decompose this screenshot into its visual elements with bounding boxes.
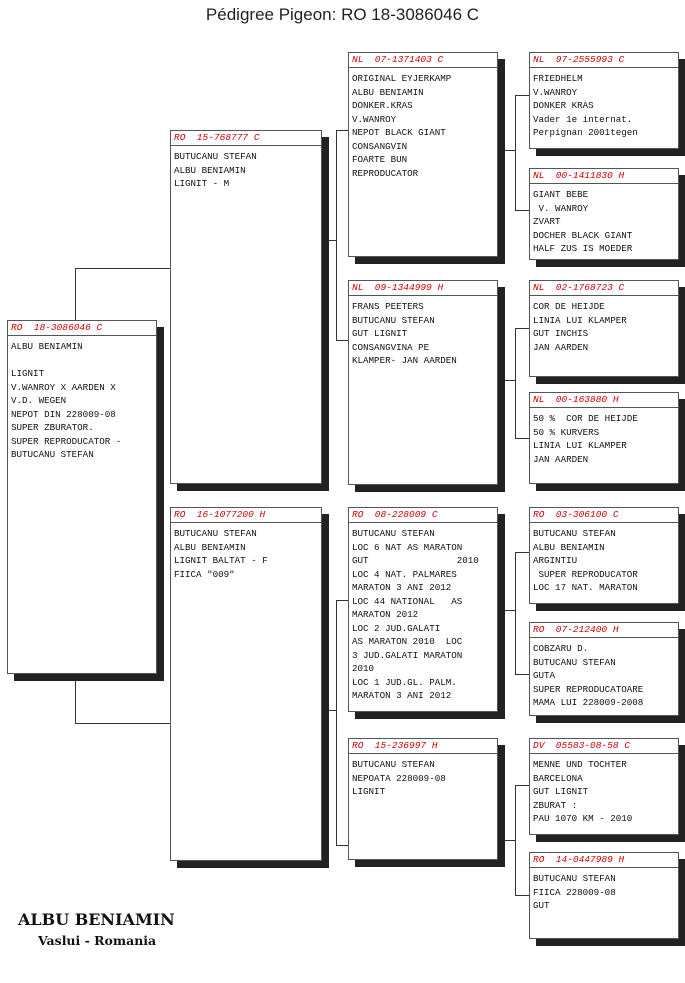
card-notes: [530, 68, 678, 140]
pedigree-note-line: DONKER.KRAS: [352, 100, 413, 111]
pedigree-note-line: LIGNIT: [11, 368, 45, 379]
pedigree-card-dsd[interactable]: [529, 622, 679, 716]
pedigree-note-line: LINIA LUI KLAMPER: [533, 314, 627, 326]
pedigree-card-sss[interactable]: [529, 52, 679, 149]
pedigree-note-line: Perpignan 2001tegen: [533, 127, 638, 138]
ring-number: DV 05583-08-58 C: [530, 739, 678, 754]
pedigree-note-line: BUTUCANU STEFAN: [352, 759, 435, 770]
pedigree-note-line: DOCHER BLACK GIANT: [533, 229, 633, 241]
pedigree-note-line: BUTUCANU STEFAN: [533, 528, 616, 539]
pedigree-note-line: LOC 1 JUD.GL. PALM.: [352, 676, 457, 688]
pedigree-note-line: SUPER REPRODUCATOR: [533, 568, 638, 580]
pedigree-card-ssd[interactable]: [529, 168, 679, 260]
pedigree-note-line: COBZARU D.: [533, 643, 589, 654]
connector: [336, 340, 348, 341]
pedigree-note-line: BUTUCANU STEFAN: [352, 528, 435, 539]
connector: [515, 328, 529, 329]
pedigree-note-line: LIGNIT - M: [174, 178, 230, 189]
connector: [336, 130, 348, 131]
pedigree-card-ddd[interactable]: [529, 852, 679, 939]
pedigree-note-line: GUT LIGNIT: [352, 328, 408, 339]
pedigree-note-line: ZVART: [533, 216, 561, 227]
pedigree-note-line: ALBU BENIAMIN: [174, 541, 246, 553]
pedigree-card-sds[interactable]: [529, 280, 679, 377]
pedigree-note-line: LIGNIT: [352, 786, 386, 797]
pedigree-note-line: BUTUCANU STEFAN: [352, 314, 435, 326]
pedigree-note-line: BUTUCANU STEFAN: [11, 449, 94, 460]
pedigree-note-line: COR DE HEIJDE: [533, 301, 605, 312]
pedigree-note-line: BUTUCANU STEFAN: [174, 528, 257, 539]
pedigree-note-line: NEPOT DIN 228009-08: [11, 408, 116, 420]
connector: [515, 95, 529, 96]
pedigree-note-line: ALBU BENIAMIN: [533, 541, 605, 553]
connector: [515, 210, 529, 211]
pedigree-note-line: MENNE UND TOCHTER: [533, 759, 627, 770]
pedigree-note-line: PAU 1070 KM - 2010: [533, 813, 633, 824]
pedigree-card-dss[interactable]: [529, 507, 679, 604]
pedigree-note-line: GUT 2010: [352, 555, 479, 566]
ring-number: RO 15-768777 C: [171, 131, 321, 146]
pedigree-card-sdd[interactable]: [529, 392, 679, 484]
ring-number: NL 09-1344999 H: [349, 281, 497, 296]
card-notes: [349, 296, 497, 368]
pedigree-note-line: V.WANROY X AARDEN X: [11, 381, 116, 393]
pedigree-card-dam-dam[interactable]: [348, 738, 498, 860]
card-notes: [8, 336, 156, 462]
pedigree-note-line: LIGNIT BALTAT - F: [174, 555, 268, 566]
ring-number: NL 97-2555993 C: [530, 53, 678, 68]
connector: [75, 268, 171, 269]
pedigree-note-line: Vader 1e internat.: [533, 113, 633, 125]
pedigree-note-line: FRIEDHELM: [533, 73, 583, 84]
pedigree-note-line: FOARTE BUN: [352, 154, 408, 165]
pedigree-note-line: JAN AARDEN: [533, 341, 589, 353]
card-notes: [349, 754, 497, 799]
connector: [336, 130, 337, 340]
pedigree-note-line: V.WANROY: [352, 113, 397, 125]
pedigree-note-line: LOC 4 NAT. PALMARES: [352, 568, 457, 580]
pedigree-note-line: ALBU BENIAMIN: [352, 86, 424, 98]
pedigree-card-dam[interactable]: [170, 507, 322, 861]
pedigree-note-line: JAN AARDEN: [533, 453, 589, 465]
connector: [75, 268, 76, 323]
pedigree-note-line: MAMA LUI 228009-2008: [533, 697, 644, 708]
connector: [322, 240, 336, 241]
pedigree-note-line: V. WANROY: [533, 202, 589, 214]
pedigree-card-dds[interactable]: [529, 738, 679, 835]
pedigree-note-line: GIANT BEBE: [533, 189, 589, 200]
pedigree-note-line: ARGINTIU: [533, 555, 578, 566]
pedigree-card-sire[interactable]: [170, 130, 322, 484]
ring-number: RO 14-0447989 H: [530, 853, 678, 868]
card-notes: [530, 638, 678, 710]
card-notes: [530, 754, 678, 826]
card-notes: [171, 146, 321, 191]
pedigree-note-line: REPRODUCATOR: [352, 167, 419, 179]
pedigree-note-line: 2010: [352, 663, 375, 674]
pedigree-note-line: ALBU BENIAMIN: [174, 164, 246, 176]
card-notes: [171, 523, 321, 581]
pedigree-card-sire-sire[interactable]: [348, 52, 498, 257]
connector: [75, 723, 171, 724]
pedigree-note-line: SUPER REPRODUCATOR -: [11, 435, 122, 447]
card-notes: [530, 184, 678, 256]
connector: [515, 895, 529, 896]
page-title: Pédigree Pigeon: RO 18-3086046 C: [205, 5, 480, 24]
pedigree-note-line: FIICA 228009-08: [533, 886, 616, 898]
pedigree-card-subject[interactable]: [7, 320, 157, 674]
card-notes: [349, 523, 497, 703]
connector: [502, 610, 515, 611]
pedigree-note-line: BARCELONA: [533, 772, 583, 784]
ring-number: NL 02-1768723 C: [530, 281, 678, 296]
pedigree-note-line: LOC 6 NAT AS MARATON: [352, 541, 463, 553]
pedigree-note-line: FRANS PEETERS: [352, 301, 424, 312]
pedigree-note-line: GUTA: [533, 670, 556, 681]
card-notes: [530, 296, 678, 354]
pedigree-note-line: GUT INCHIS: [533, 328, 589, 339]
pedigree-note-line: V.D. WEGEN: [11, 395, 67, 406]
pedigree-note-line: CONSANGVINA PE: [352, 341, 430, 353]
pedigree-note-line: LOC 2 JUD.GALATI: [352, 622, 441, 634]
pedigree-note-line: DONKER KRAS: [533, 100, 594, 111]
connector: [515, 552, 516, 674]
pedigree-note-line: AS MARATON 2010 LOC: [352, 636, 463, 647]
pedigree-note-line: LOC 44 NATIONAL AS: [352, 595, 463, 607]
pedigree-note-line: 3 JUD.GALATI MARATON: [352, 649, 463, 661]
pedigree-note-line: MARATON 3 ANI 2012: [352, 690, 452, 701]
connector: [515, 785, 516, 895]
pedigree-note-line: GUT LIGNIT: [533, 786, 589, 797]
owner-name: ALBU BENIAMIN: [18, 910, 175, 929]
pedigree-note-line: ZBURAT :: [533, 799, 578, 811]
pedigree-note-line: KLAMPER- JAN AARDEN: [352, 355, 457, 366]
connector: [322, 710, 336, 711]
pedigree-note-line: BUTUCANU STEFAN: [533, 873, 616, 884]
connector: [515, 438, 529, 439]
connector: [515, 95, 516, 210]
connector: [502, 380, 515, 381]
pedigree-card-sire-dam[interactable]: [348, 280, 498, 485]
pedigree-note-line: MARATON 2012: [352, 609, 419, 620]
connector: [75, 672, 76, 724]
owner-location: Vaslui - Romania: [38, 933, 157, 948]
connector: [515, 785, 529, 786]
pedigree-note-line: NEPOATA 228009-08: [352, 772, 446, 784]
pedigree-note-line: LINIA LUI KLAMPER: [533, 440, 627, 451]
connector: [336, 600, 348, 601]
pedigree-note-line: CONSANGVIN: [352, 140, 408, 152]
card-notes: [530, 408, 678, 466]
ring-number: NL 00-163880 H: [530, 393, 678, 408]
connector: [502, 150, 515, 151]
pedigree-note-line: MARATON 3 ANI 2012: [352, 582, 452, 593]
connector: [515, 674, 529, 675]
pedigree-note-line: 50 % COR DE HEIJDE: [533, 413, 638, 424]
pedigree-note-line: FIICA "009": [174, 568, 235, 580]
pedigree-note-line: [11, 354, 153, 368]
pedigree-note-line: NEPOT BLACK GIANT: [352, 127, 446, 138]
ring-number: RO 18-3086046 C: [8, 321, 156, 336]
ring-number: RO 16-1077200 H: [171, 508, 321, 523]
pedigree-note-line: LOC 17 NAT. MARATON: [533, 582, 638, 593]
ring-number: RO 08-228009 C: [349, 508, 497, 523]
ring-number: NL 00-1411830 H: [530, 169, 678, 184]
card-notes: [349, 68, 497, 180]
connector: [336, 845, 348, 846]
ring-number: RO 03-306100 C: [530, 508, 678, 523]
pedigree-note-line: BUTUCANU STEFAN: [533, 656, 616, 668]
ring-number: RO 07-212400 H: [530, 623, 678, 638]
connector: [502, 840, 515, 841]
ring-number: RO 15-236997 H: [349, 739, 497, 754]
pedigree-note-line: BUTUCANU STEFAN: [174, 151, 257, 162]
pedigree-note-line: SUPER ZBURATOR.: [11, 422, 94, 433]
connector: [515, 552, 529, 553]
pedigree-note-line: ALBU BENIAMIN: [11, 341, 83, 352]
pedigree-note-line: ORIGINAL EYJERKAMP: [352, 73, 452, 84]
pedigree-note-line: HALF ZUS IS MOEDER: [533, 243, 633, 254]
connector: [515, 328, 516, 438]
connector: [336, 600, 337, 845]
pedigree-note-line: SUPER REPRODUCATOARE: [533, 683, 644, 695]
pedigree-note-line: GUT: [533, 900, 550, 911]
pedigree-note-line: V.WANROY: [533, 86, 578, 98]
pedigree-card-dam-sire[interactable]: [348, 507, 498, 712]
pedigree-note-line: 50 % KURVERS: [533, 426, 600, 438]
card-notes: [530, 523, 678, 595]
card-notes: [530, 868, 678, 913]
ring-number: NL 07-1371403 C: [349, 53, 497, 68]
